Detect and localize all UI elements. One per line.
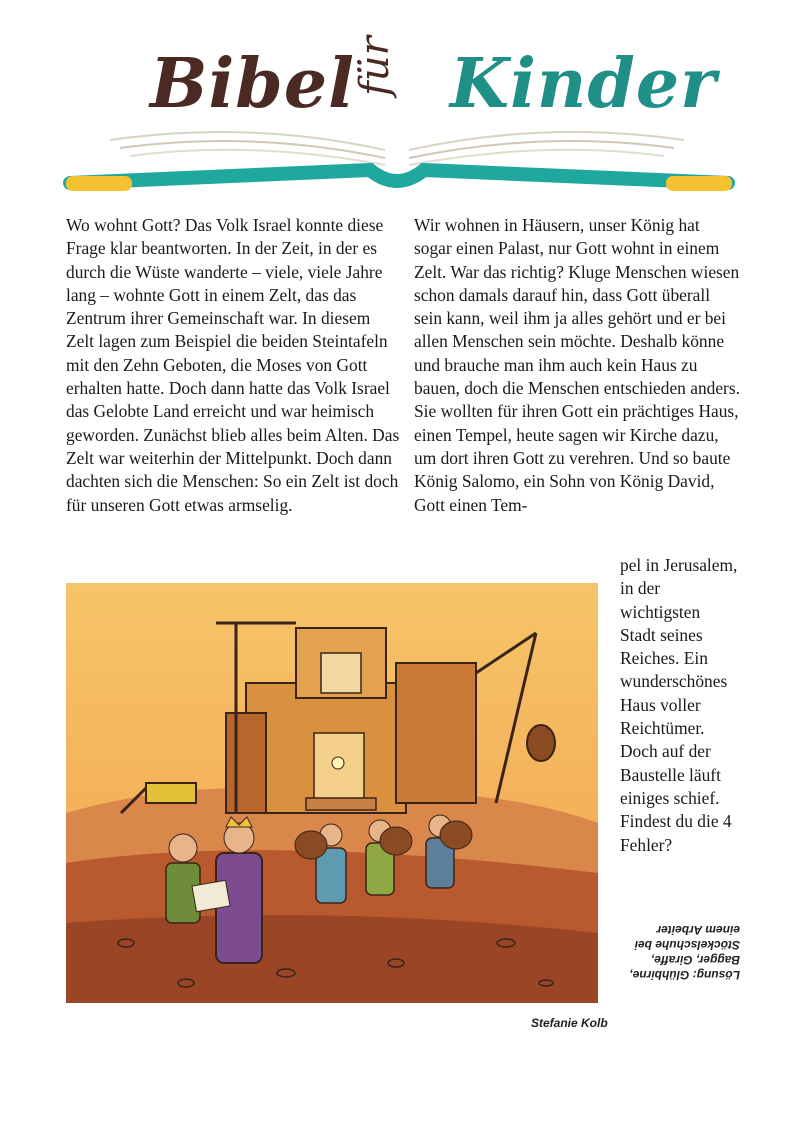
article-text-narrow: pel in Jerusalem, in der wichtigsten Stadt seines Reiches. Ein wunderschönes Haus voller Reichtümer. — [620, 555, 738, 739]
puzzle-question: Doch auf der Baustelle läuft einiges schief. Findest du die 4 Fehler? — [620, 741, 732, 855]
article-text-right: Wir wohnen in Häusern, unser König hat sogar einen Palast, nur Gott wohnt in einem Zelt. War das richtig? Kluge Menschen wiesen schon damals darauf hin, dass Gott überall sein kann, weil ihm ja alles gehört und er bei allen Menschen sein möchte. Deshalb könne und brauche man ihm auch kein Haus zu bauen, doch die Menschen entschieden anders. Sie wollten für ihren Gott ein prächtiges Haus, einen Tempel, heute sagen wir Kirche dazu, um dort ihren Gott zu verehren. Und so baute König Salomo, ein Sohn von König David, Gott einen Tem- — [414, 215, 740, 515]
illustrator-credit: Stefanie Kolb — [531, 1016, 608, 1030]
puzzle-solution: Lösung: Glühbirne, Bagger, Giraffe, Stöckelschuhe bei einem Arbeiter — [629, 923, 740, 982]
article-text-left: Wo wohnt Gott? Das Volk Israel konnte diese Frage klar beantworten. In der Zeit, in der es durch die Wüste wanderte – viele, viele Jahre lang – wohnte Gott in einem Zelt, das das Zentrum ihrer Gemeinschaft war. In diesem Zelt lagen zum Beispiel die beiden Steintafeln mit den Zehn Geboten, die Moses von Gott erhalten hatte. Doch dann hatte das Volk Israel das Gelobte Land erreicht und war heimisch geworden. Zunächst blieb alles beim Alten. Das Zelt war weiterhin der Mittelpunkt. Doch dann dachten sich die Menschen: So ein Zelt ist doch für unseren Gott etwas armselig. — [66, 215, 400, 515]
title-fuer: für — [352, 36, 398, 96]
title-bibel: Bibel — [150, 44, 355, 124]
title-kinder: Kinder — [450, 44, 718, 124]
article-narrow-column — [620, 554, 740, 857]
temple-construction-illustration — [66, 583, 598, 1003]
article-left-column — [66, 214, 400, 517]
article-right-column — [414, 214, 740, 517]
masthead — [0, 0, 794, 205]
